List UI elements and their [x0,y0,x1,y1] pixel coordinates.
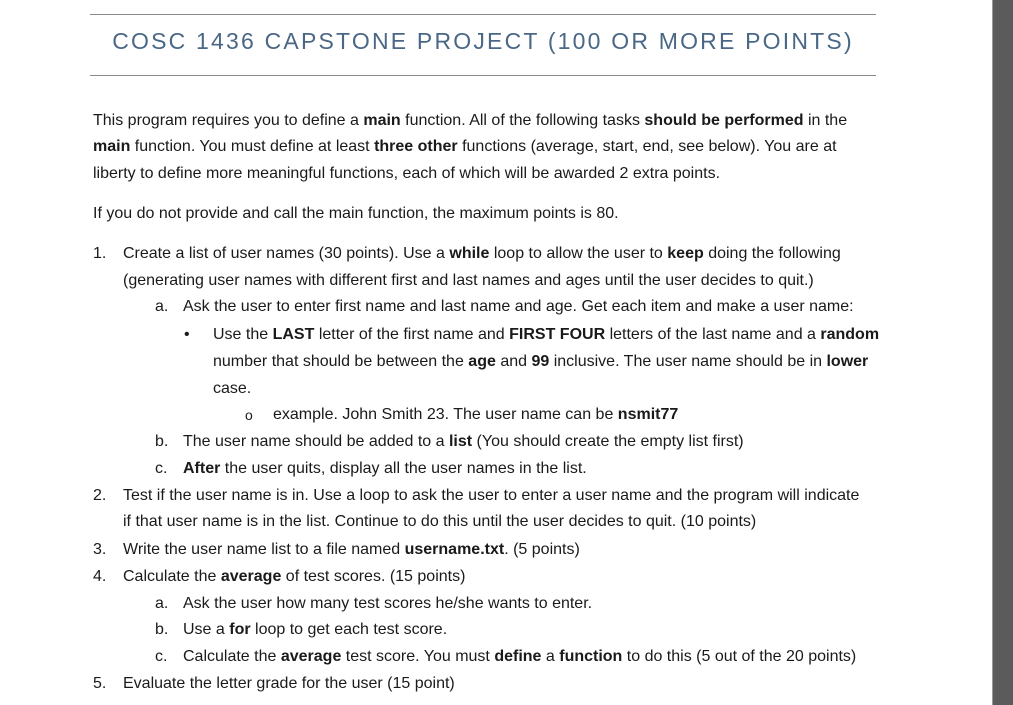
item-1-line-1: Create a list of user names (30 points). Use a while loop to allow the user to keep doing the following [123,245,841,262]
list-number-5: 5. [93,675,107,692]
circle-bullet-icon: o [245,407,253,423]
intro-line-2: main function. You must define at least three other functions (average, start, end, see below). You are at [93,138,837,155]
intro-paragraph-2: If you do not provide and call the main function, the maximum points is 80. [93,205,619,222]
bullet-line-3: case. [213,380,252,397]
item-2-line-2: if that user name is in the list. Continue to do this until the user decides to quit. (10 points) [123,513,757,530]
vertical-scrollbar[interactable] [992,0,1013,705]
list-letter-c: c. [155,460,168,477]
example-line: example. John Smith 23. The user name can be nsmit77 [273,406,679,423]
list-letter-a: a. [155,298,169,315]
intro-line-1: This program requires you to define a main function. All of the following tasks should be performed in the [93,112,848,129]
list-letter-4c: c. [155,648,168,665]
list-letter-4a: a. [155,595,169,612]
item-4a: Ask the user how many test scores he/she wants to enter. [183,595,593,612]
item-1a: Ask the user to enter first name and last name and age. Get each item and make a user name: [183,298,854,315]
intro-line-3: liberty to define more meaningful functions, each of which will be awarded 2 extra points. [93,165,721,182]
item-4: Calculate the average of test scores. (15 points) [123,568,466,585]
item-1b: The user name should be added to a list (You should create the empty list first) [183,433,744,450]
list-letter-b: b. [155,433,169,450]
item-5: Evaluate the letter grade for the user (15 point) [123,675,455,692]
title-top-rule [90,14,876,15]
list-number-4: 4. [93,568,107,585]
item-2-line-1: Test if the user name is in. Use a loop to ask the user to enter a user name and the program will indicate [123,487,860,504]
title-bottom-rule [90,75,876,76]
list-number-2: 2. [93,487,107,504]
list-number-1: 1. [93,245,107,262]
list-letter-4b: b. [155,621,169,638]
bullet-line-2: number that should be between the age and 99 inclusive. The user name should be in lower [213,353,869,370]
item-1-line-2: (generating user names with different first and last names and ages until the user decides to quit.) [123,272,814,289]
item-3: Write the user name list to a file named username.txt. (5 points) [123,541,580,558]
bullet-line-1: Use the LAST letter of the first name and FIRST FOUR letters of the last name and a random [213,326,880,343]
item-1c: After the user quits, display all the user names in the list. [183,460,587,477]
item-4c: Calculate the average test score. You must define a function to do this (5 out of the 20 points) [183,648,857,665]
bullet-icon: • [184,326,190,343]
item-4b: Use a for loop to get each test score. [183,621,448,638]
list-number-3: 3. [93,541,107,558]
page-title: COSC 1436 CAPSTONE PROJECT (100 OR MORE POINTS) [112,28,854,54]
